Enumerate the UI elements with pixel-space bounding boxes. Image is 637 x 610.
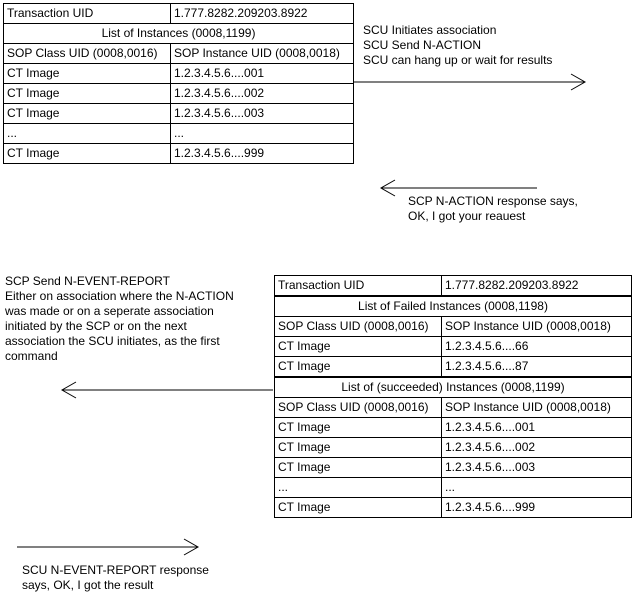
sop-instance-cell: 1.2.3.4.5.6....003	[171, 104, 354, 124]
sop-class-cell: ...	[4, 124, 171, 144]
sop-instance-cell: 1.2.3.4.5.6....001	[171, 64, 354, 84]
sop-class-cell: CT Image	[275, 438, 442, 458]
transaction-uid-value: 1.777.8282.209203.8922	[171, 4, 354, 24]
n-event-report-response-arrow	[17, 539, 198, 555]
sop-instance-uid-header: SOP Instance UID (0008,0018)	[442, 398, 632, 418]
sop-instance-cell: 1.2.3.4.5.6....87	[442, 357, 632, 378]
sop-instance-cell: 1.2.3.4.5.6....999	[442, 498, 632, 518]
sop-class-cell: CT Image	[4, 84, 171, 104]
sop-class-cell: CT Image	[4, 104, 171, 124]
note-line: OK, I got your reauest	[408, 209, 526, 223]
transaction-uid-label: Transaction UID	[275, 276, 442, 297]
sop-class-cell: CT Image	[4, 64, 171, 84]
note-line: SCU N-EVENT-REPORT response	[22, 563, 209, 577]
sop-instance-cell: 1.2.3.4.5.6....001	[442, 418, 632, 438]
sop-instance-cell: 1.2.3.4.5.6....999	[171, 144, 354, 164]
n-action-response-arrow	[381, 180, 537, 196]
sop-class-cell: ...	[275, 478, 442, 498]
sop-class-cell: CT Image	[4, 144, 171, 164]
sop-instance-cell: 1.2.3.4.5.6....002	[171, 84, 354, 104]
transaction-uid-value: 1.777.8282.209203.8922	[442, 276, 632, 297]
sop-instance-cell: ...	[171, 124, 354, 144]
note-line: was made or on a seperate association	[5, 304, 214, 318]
note-line: initiated by the SCP or on the next	[5, 319, 187, 333]
sop-instance-uid-header: SOP Instance UID (0008,0018)	[442, 317, 632, 337]
list-of-succeeded-instances-title: List of (succeeded) Instances (0008,1199)	[275, 377, 632, 398]
sop-class-cell: CT Image	[275, 498, 442, 518]
sop-class-uid-header: SOP Class UID (0008,0016)	[275, 317, 442, 337]
note-line: SCU can hang up or wait for results	[363, 53, 553, 67]
sop-class-cell: CT Image	[275, 418, 442, 438]
list-of-instances-title: List of Instances (0008,1199)	[4, 24, 354, 44]
sop-instance-uid-header: SOP Instance UID (0008,0018)	[171, 44, 354, 64]
note-line: SCU Initiates association	[363, 23, 497, 37]
sop-class-cell: CT Image	[275, 458, 442, 478]
sop-instance-cell: 1.2.3.4.5.6....002	[442, 438, 632, 458]
n-event-report-arrow	[62, 382, 273, 398]
note-line: association the SCU initiates, as the first	[5, 334, 220, 348]
sop-instance-cell: 1.2.3.4.5.6....66	[442, 337, 632, 357]
n-action-request-arrow	[354, 74, 585, 90]
note-line: says, OK, I got the result	[22, 578, 154, 592]
transaction-uid-label: Transaction UID	[4, 4, 171, 24]
note-line: Either on association where the N-ACTION	[5, 289, 234, 303]
sop-instance-cell: ...	[442, 478, 632, 498]
note-line: SCP N-ACTION response says,	[408, 194, 578, 208]
note-line: command	[5, 349, 58, 363]
sop-instance-cell: 1.2.3.4.5.6....003	[442, 458, 632, 478]
sop-class-cell: CT Image	[275, 357, 442, 378]
list-of-failed-instances-title: List of Failed Instances (0008,1198)	[275, 296, 632, 317]
sop-class-cell: CT Image	[275, 337, 442, 357]
note-line: SCU Send N-ACTION	[363, 38, 482, 52]
sop-class-uid-header: SOP Class UID (0008,0016)	[4, 44, 171, 64]
sop-class-uid-header: SOP Class UID (0008,0016)	[275, 398, 442, 418]
note-line: SCP Send N-EVENT-REPORT	[5, 274, 170, 288]
